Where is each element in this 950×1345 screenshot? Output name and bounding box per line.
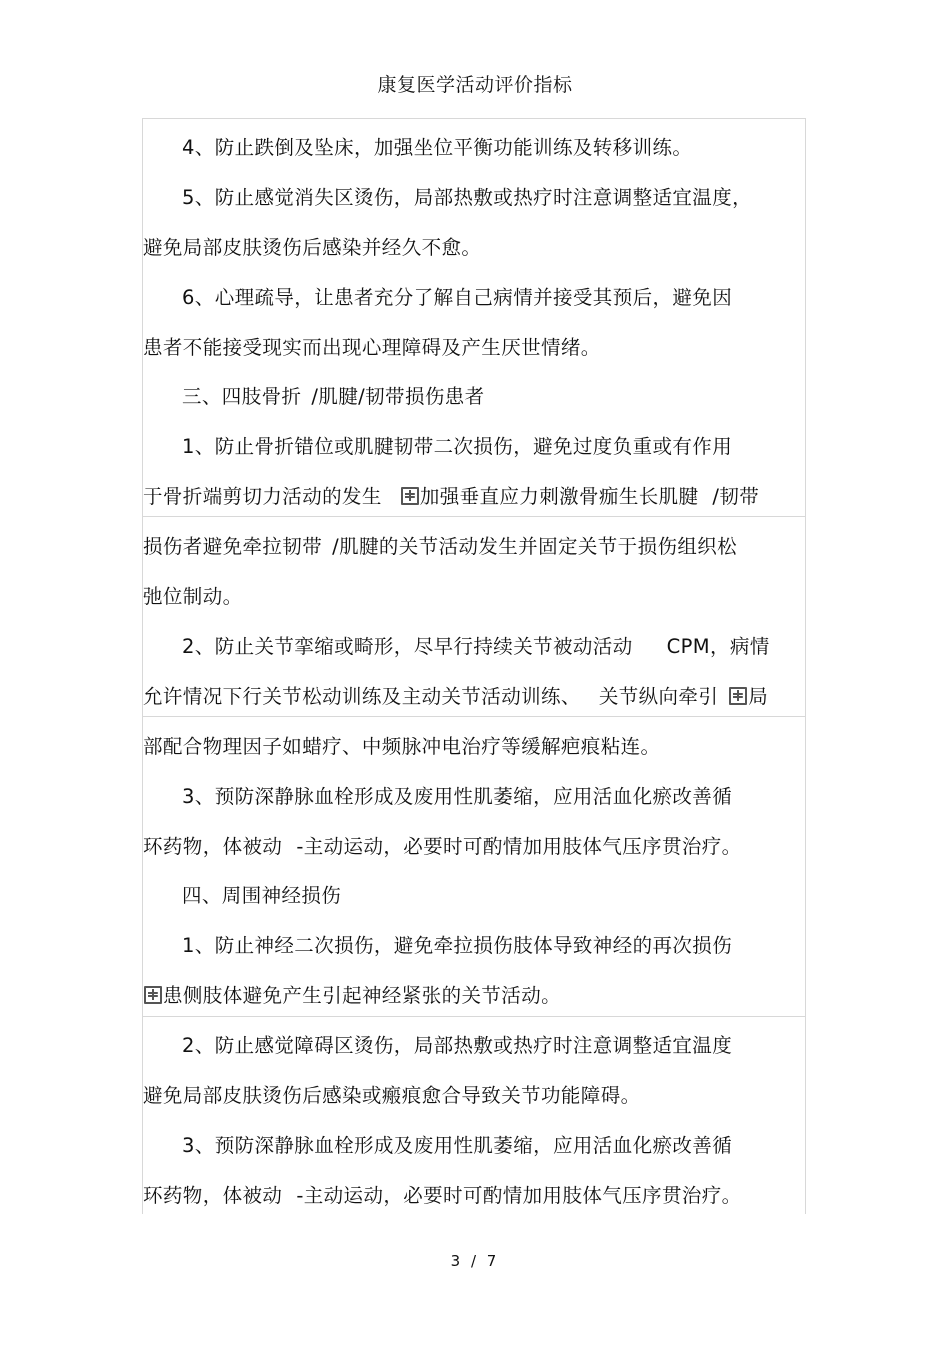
- text-segment: CPM，病情: [666, 635, 770, 658]
- text-line: [182, 631, 770, 659]
- page-title: 康复医学活动评价指标: [377, 74, 573, 96]
- page-number: 3 / 7: [450, 1252, 500, 1270]
- text-segment: /肌腱的关节活动发生并固定关节于损伤组织松: [332, 535, 738, 558]
- placeholder-glyph-icon: [728, 686, 748, 706]
- section-heading: 四、周围神经损伤: [182, 884, 342, 907]
- text-line: [143, 681, 768, 709]
- text-line: 患者不能接受现实而出现心理障碍及产生厌世情绪。: [143, 336, 601, 359]
- text-line: 3、预防深静脉血栓形成及废用性肌萎缩，应用活血化瘀改善循: [182, 785, 733, 808]
- text-line: [143, 831, 742, 859]
- text-segment: 患侧肢体避免产生引起神经紧张的关节活动。: [163, 984, 562, 1007]
- text-segment: 关节纵向牵引: [598, 685, 719, 708]
- text-segment: -主动运动，必要时可酌情加用肢体气压序贯治疗。: [296, 835, 742, 858]
- placeholder-glyph-icon: [400, 486, 420, 506]
- text-line: [143, 531, 737, 559]
- text-segment: 允许情况下行关节松动训练及主动关节活动训练、: [143, 685, 581, 708]
- text-segment: /韧带: [712, 485, 760, 508]
- text-line: [143, 481, 759, 509]
- section-heading: [182, 381, 485, 409]
- text-line: 2、防止感觉障碍区烫伤，局部热敷或热疗时注意调整适宜温度: [182, 1034, 733, 1057]
- text-line: 4、防止跌倒及坠床，加强坐位平衡功能训练及转移训练。: [182, 136, 693, 159]
- text-line: 3、预防深静脉血栓形成及废用性肌萎缩，应用活血化瘀改善循: [182, 1134, 733, 1157]
- text-segment: 损伤者避免牵拉韧带: [143, 535, 323, 558]
- text-segment: 环药物，体被动: [143, 835, 283, 858]
- table-divider: [142, 516, 806, 517]
- heading-text: /肌腱/韧带损伤患者: [311, 385, 485, 408]
- table-divider: [142, 716, 806, 717]
- text-line: 1、防止骨折错位或肌腱韧带二次损伤，避免过度负重或有作用: [182, 435, 733, 458]
- text-segment: 于骨折端剪切力活动的发生: [143, 485, 382, 508]
- text-line: 弛位制动。: [143, 585, 243, 608]
- text-line: 避免局部皮肤烫伤后感染或瘢痕愈合导致关节功能障碍。: [143, 1084, 641, 1107]
- placeholder-glyph-icon: [143, 985, 163, 1005]
- text-segment: -主动运动，必要时可酌情加用肢体气压序贯治疗。: [296, 1184, 742, 1207]
- text-line: 部配合物理因子如蜡疗、中频脉冲电治疗等缓解疤痕粘连。: [143, 735, 661, 758]
- text-line: [143, 980, 561, 1008]
- text-line: 5、防止感觉消失区烫伤，局部热敷或热疗时注意调整适宜温度，: [182, 186, 753, 209]
- text-segment: 局: [748, 685, 769, 708]
- text-line: 1、防止神经二次损伤，避免牵拉损伤肢体导致神经的再次损伤: [182, 934, 733, 957]
- text-line: [143, 1180, 742, 1208]
- heading-text: 三、四肢骨折: [182, 385, 302, 408]
- text-line: 避免局部皮肤烫伤后感染并经久不愈。: [143, 236, 482, 259]
- table-divider: [142, 1016, 806, 1017]
- text-segment: 加强垂直应力刺激骨痂生长肌腱: [419, 485, 699, 508]
- text-segment: 2、防止关节挛缩或畸形，尽早行持续关节被动活动: [182, 635, 633, 658]
- text-line: 6、心理疏导，让患者充分了解自己病情并接受其预后，避免因: [182, 286, 733, 309]
- text-segment: 环药物，体被动: [143, 1184, 283, 1207]
